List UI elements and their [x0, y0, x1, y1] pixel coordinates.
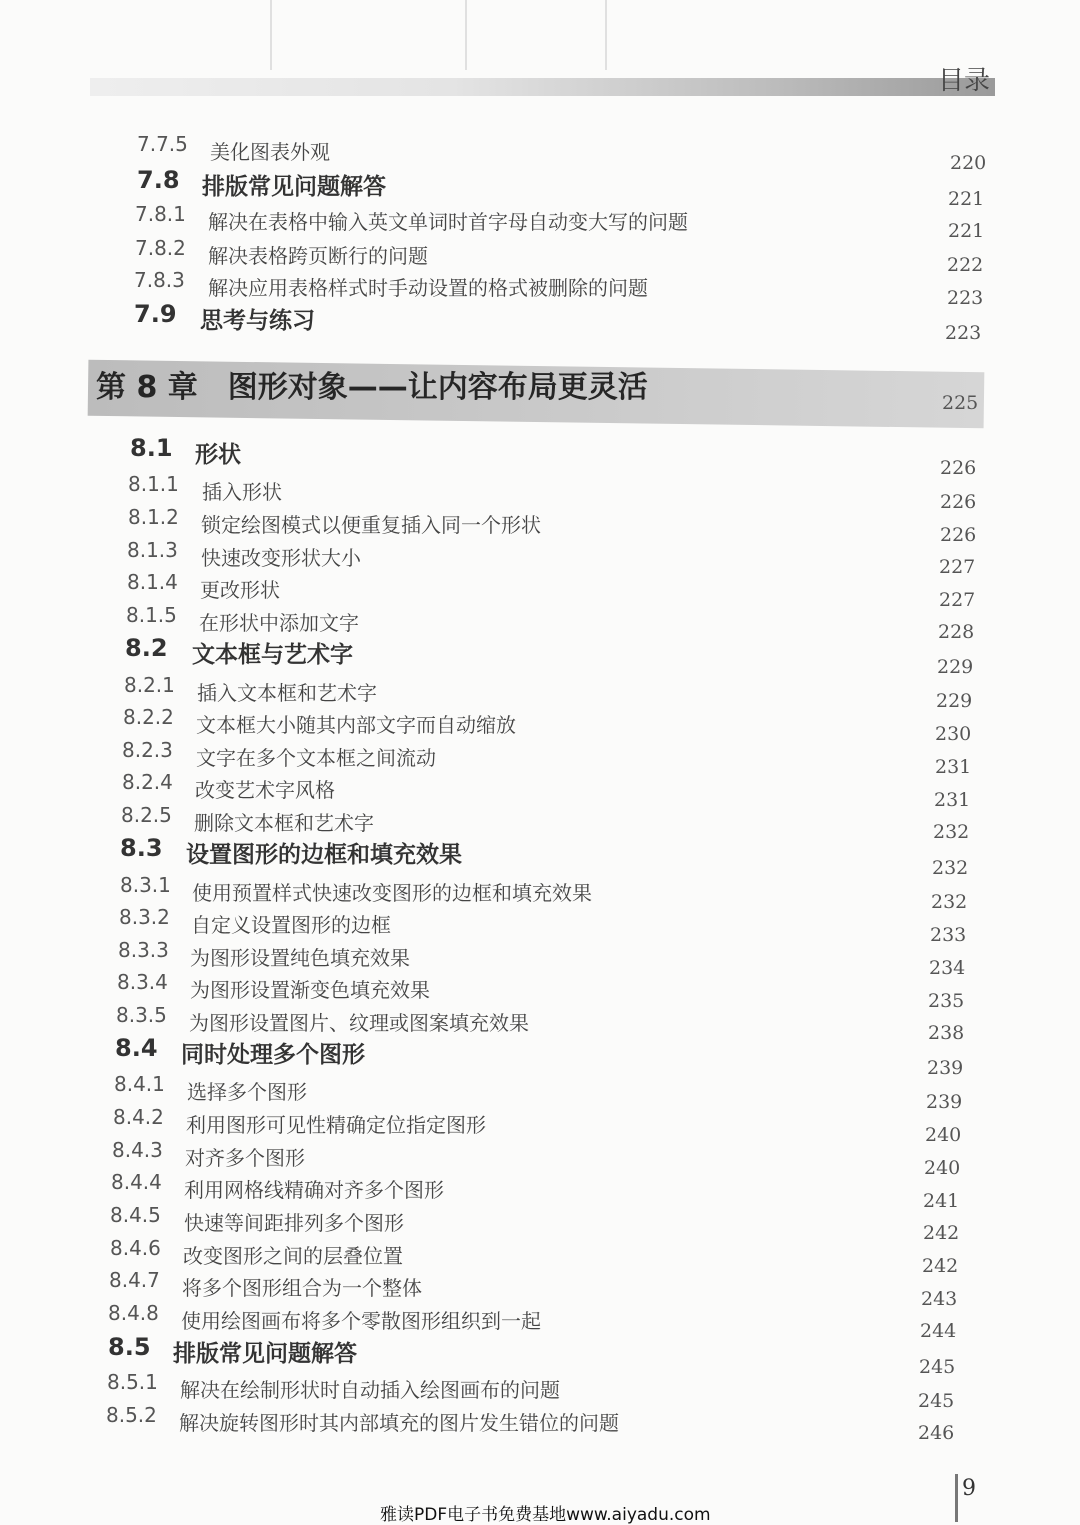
chapter-page: 225 — [942, 392, 979, 414]
toc-page-number: 232 — [931, 891, 968, 913]
toc-page-number: 228 — [938, 621, 975, 643]
toc-subsection-number: 8.4.6 — [110, 1236, 161, 1260]
toc-page-number: 231 — [935, 756, 972, 778]
toc-section-title[interactable]: 同时处理多个图形 — [181, 1042, 365, 1068]
toc-subsection-title[interactable]: 美化图表外观 — [210, 140, 330, 164]
toc-subsection-number: 8.2.3 — [122, 738, 173, 762]
toc-page-number: 246 — [918, 1422, 955, 1444]
toc-page-number: 235 — [928, 990, 965, 1012]
toc-page-number: 240 — [924, 1157, 961, 1179]
toc-subsection-title[interactable]: 为图形设置渐变色填充效果 — [190, 978, 430, 1002]
toc-page-number: 243 — [921, 1288, 958, 1310]
toc-subsection-title[interactable]: 删除文本框和艺术字 — [194, 811, 374, 835]
divider — [605, 0, 607, 70]
toc-page-number: 229 — [936, 690, 973, 712]
toc-section-number: 8.5 — [108, 1333, 151, 1361]
toc-subsection-title[interactable]: 快速改变形状大小 — [201, 546, 361, 570]
toc-subsection-title[interactable]: 解决在表格中输入英文单词时首字母自动变大写的问题 — [208, 210, 688, 234]
toc-subsection-number: 8.2.2 — [123, 705, 174, 729]
toc-subsection-title[interactable]: 改变图形之间的层叠位置 — [183, 1244, 403, 1268]
toc-section-number: 7.9 — [134, 300, 177, 328]
toc-section-title[interactable]: 排版常见问题解答 — [173, 1341, 357, 1367]
toc-subsection-number: 8.4.3 — [112, 1138, 163, 1162]
chapter-title[interactable]: 第 8 章 图形对象——让内容布局更灵活 — [96, 370, 648, 405]
toc-subsection-title[interactable]: 使用绘图画布将多个零散图形组织到一起 — [181, 1309, 541, 1333]
toc-subsection-title[interactable]: 插入形状 — [202, 480, 282, 504]
toc-subsection-title[interactable]: 改变艺术字风格 — [195, 778, 335, 802]
footer-watermark: 雅读PDF电子书免费基地www.aiyadu.com — [380, 1505, 711, 1525]
toc-subsection-number: 8.4.5 — [110, 1203, 161, 1227]
toc-subsection-number: 8.1.2 — [128, 505, 179, 529]
toc-subsection-number: 8.4.1 — [114, 1072, 165, 1096]
toc-subsection-title[interactable]: 解决表格跨页断行的问题 — [208, 244, 428, 268]
toc-section-number: 8.2 — [125, 634, 168, 662]
toc-subsection-number: 7.8.1 — [135, 202, 186, 226]
toc-page-number: 238 — [928, 1022, 965, 1044]
toc-page-number: 233 — [930, 924, 967, 946]
toc-subsection-number: 8.2.1 — [124, 673, 175, 697]
toc-page-number: 230 — [935, 723, 972, 745]
toc-subsection-title[interactable]: 更改形状 — [200, 578, 280, 602]
toc-subsection-number: 8.3.4 — [117, 970, 168, 994]
toc-subsection-number: 8.3.3 — [118, 938, 169, 962]
toc-subsection-title[interactable]: 为图形设置纯色填充效果 — [190, 946, 410, 970]
toc-subsection-title[interactable]: 将多个图形组合为一个整体 — [182, 1276, 422, 1300]
toc-subsection-number: 8.3.2 — [119, 905, 170, 929]
toc-subsection-title[interactable]: 解决在绘制形状时自动插入绘图画布的问题 — [180, 1378, 560, 1402]
toc-section-number: 8.3 — [120, 834, 163, 862]
toc-section-title[interactable]: 文本框与艺术字 — [192, 642, 353, 668]
toc-section-title[interactable]: 排版常见问题解答 — [202, 174, 386, 200]
toc-page-number: 222 — [947, 254, 984, 276]
toc-subsection-title[interactable]: 文本框大小随其内部文字而自动缩放 — [196, 713, 516, 737]
divider — [270, 0, 272, 70]
toc-page-number: 242 — [922, 1255, 959, 1277]
toc-subsection-number: 8.1.3 — [127, 538, 178, 562]
toc-page-number: 231 — [934, 789, 971, 811]
toc-subsection-number: 8.1.4 — [127, 570, 178, 594]
toc-page-number: 223 — [945, 322, 982, 344]
toc-page-number: 227 — [939, 556, 976, 578]
toc-subsection-title[interactable]: 自定义设置图形的边框 — [191, 913, 391, 937]
toc-section-number: 8.4 — [115, 1034, 158, 1062]
toc-subsection-number: 8.1.1 — [128, 472, 179, 496]
toc-page-number: 232 — [932, 857, 969, 879]
toc-page-number: 239 — [926, 1091, 963, 1113]
toc-subsection-number: 7.8.2 — [135, 236, 186, 260]
toc-page-number: 227 — [939, 589, 976, 611]
toc-page-number: 232 — [933, 821, 970, 843]
page-header-title: 目录 — [938, 66, 991, 96]
toc-page-number: 241 — [923, 1190, 960, 1212]
toc-page-number: 221 — [948, 188, 985, 210]
toc-subsection-number: 8.4.7 — [109, 1268, 160, 1292]
toc-section-title[interactable]: 形状 — [195, 442, 241, 468]
toc-subsection-title[interactable]: 对齐多个图形 — [185, 1146, 305, 1170]
toc-subsection-number: 8.5.2 — [106, 1403, 157, 1427]
toc-subsection-number: 8.4.8 — [108, 1301, 159, 1325]
toc-page-number: 239 — [927, 1057, 964, 1079]
toc-page-number: 234 — [929, 957, 966, 979]
toc-page-number: 220 — [950, 152, 987, 174]
toc-subsection-number: 8.1.5 — [126, 603, 177, 627]
toc-page-number: 229 — [937, 656, 974, 678]
toc-subsection-title[interactable]: 在形状中添加文字 — [199, 611, 359, 635]
toc-subsection-title[interactable]: 插入文本框和艺术字 — [197, 681, 377, 705]
toc-page-number: 226 — [940, 524, 977, 546]
toc-subsection-title[interactable]: 利用网格线精确对齐多个图形 — [184, 1178, 444, 1202]
toc-subsection-number: 7.7.5 — [137, 132, 188, 156]
page-number-bar — [955, 1474, 958, 1522]
page-number: 9 — [962, 1476, 976, 1501]
toc-subsection-number: 8.2.5 — [121, 803, 172, 827]
toc-subsection-number: 8.4.4 — [111, 1170, 162, 1194]
toc-page-number: 245 — [918, 1390, 955, 1412]
toc-section-title[interactable]: 思考与练习 — [200, 308, 315, 334]
toc-subsection-number: 8.4.2 — [113, 1105, 164, 1129]
toc-subsection-number: 8.5.1 — [107, 1370, 158, 1394]
toc-subsection-number: 8.3.5 — [116, 1003, 167, 1027]
toc-page-number: 242 — [923, 1222, 960, 1244]
toc-subsection-number: 7.8.3 — [134, 268, 185, 292]
toc-page-number: 240 — [925, 1124, 962, 1146]
toc-page-number: 226 — [940, 491, 977, 513]
toc-subsection-title[interactable]: 文字在多个文本框之间流动 — [196, 746, 436, 770]
toc-subsection-title[interactable]: 锁定绘图模式以便重复插入同一个形状 — [201, 513, 541, 537]
header-bar — [90, 78, 995, 96]
toc-subsection-title[interactable]: 解决旋转图形时其内部填充的图片发生错位的问题 — [179, 1411, 619, 1435]
toc-subsection-title[interactable]: 使用预置样式快速改变图形的边框和填充效果 — [192, 881, 592, 905]
toc-section-title[interactable]: 设置图形的边框和填充效果 — [186, 842, 462, 868]
toc-page-number: 223 — [947, 287, 984, 309]
toc-section-number: 8.1 — [130, 434, 173, 462]
toc-subsection-title[interactable]: 快速等间距排列多个图形 — [184, 1211, 404, 1235]
toc-page-number: 245 — [919, 1356, 956, 1378]
toc-page-number: 221 — [948, 220, 985, 242]
divider — [465, 0, 467, 70]
toc-subsection-title[interactable]: 利用图形可见性精确定位指定图形 — [186, 1113, 486, 1137]
toc-subsection-title[interactable]: 选择多个图形 — [187, 1080, 307, 1104]
toc-subsection-title[interactable]: 为图形设置图片、纹理或图案填充效果 — [189, 1011, 529, 1035]
toc-page-number: 244 — [920, 1320, 957, 1342]
toc-page-number: 226 — [940, 457, 977, 479]
toc-subsection-number: 8.3.1 — [120, 873, 171, 897]
toc-section-number: 7.8 — [137, 166, 180, 194]
toc-subsection-title[interactable]: 解决应用表格样式时手动设置的格式被删除的问题 — [208, 276, 648, 300]
toc-subsection-number: 8.2.4 — [122, 770, 173, 794]
